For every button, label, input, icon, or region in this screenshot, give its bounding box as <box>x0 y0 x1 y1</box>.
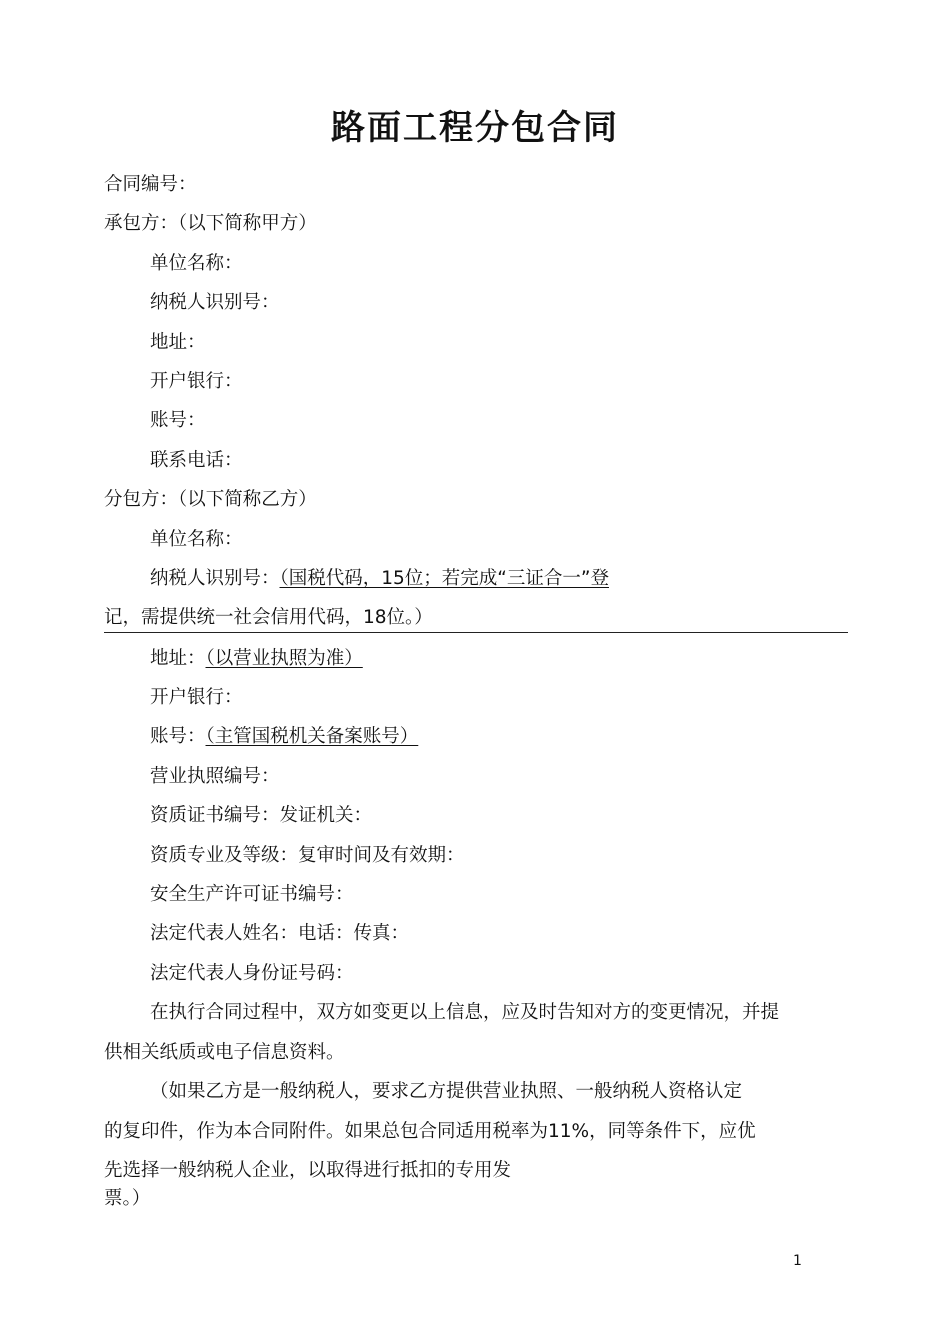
party-b-account-label: 账号： <box>150 726 206 747</box>
party-b-safety-license: 安全生产许可证书编号： <box>150 884 354 905</box>
party-a-unit-name: 单位名称： <box>150 253 243 274</box>
party-b-legal-rep: 法定代表人姓名：电话：传真： <box>150 923 410 944</box>
party-b-address-note: （以营业执照为准） <box>205 648 363 669</box>
party-b-tax-id-note-continued: 记，需提供统一社会信用代码，18位。） <box>104 607 433 628</box>
party-a-heading: 承包方：（以下简称甲方） <box>104 213 317 234</box>
page-number: 1 <box>793 1253 802 1269</box>
party-a-bank: 开户银行： <box>150 371 243 392</box>
party-b-legal-rep-id: 法定代表人身份证号码： <box>150 963 354 984</box>
party-b-tax-id-label: 纳税人识别号： <box>150 568 280 589</box>
party-a-account: 账号： <box>150 410 206 431</box>
paragraph-1-line-1: 在执行合同过程中，双方如变更以上信息，应及时告知对方的变更情况，并提 <box>150 1002 780 1023</box>
contract-number-label: 合同编号： <box>104 174 197 195</box>
party-b-heading: 分包方：（以下简称乙方） <box>104 489 317 510</box>
party-b-qualification-cert: 资质证书编号：发证机关： <box>150 805 373 826</box>
party-b-address <box>150 646 363 672</box>
document-title: 路面工程分包合同 <box>331 108 619 148</box>
party-b-unit-name: 单位名称： <box>150 529 243 550</box>
party-a-phone: 联系电话： <box>150 450 243 471</box>
paragraph-1-line-2: 供相关纸质或电子信息资料。 <box>104 1042 345 1063</box>
paragraph-2-line-4: 票。） <box>104 1188 151 1209</box>
paragraph-2-line-1: （如果乙方是一般纳税人，要求乙方提供营业执照、一般纳税人资格认定 <box>150 1081 743 1102</box>
party-b-tax-id <box>150 566 609 592</box>
party-b-account-note: （主管国税机关备案账号） <box>205 726 419 747</box>
party-b-tax-id-note: （国税代码，15位；若完成“三证合一”登 <box>279 568 609 589</box>
paragraph-2-line-2: 的复印件，作为本合同附件。如果总包合同适用税率为11%，同等条件下，应优 <box>104 1121 756 1142</box>
party-b-address-label: 地址： <box>150 648 206 669</box>
party-b-account <box>150 724 418 750</box>
paragraph-2-line-3: 先选择一般纳税人企业，以取得进行抵扣的专用发 <box>104 1160 512 1181</box>
divider-line <box>104 632 848 633</box>
party-a-tax-id: 纳税人识别号： <box>150 292 280 313</box>
party-b-qualification-level: 资质专业及等级：复审时间及有效期： <box>150 845 465 866</box>
party-a-address: 地址： <box>150 332 206 353</box>
party-b-license-no: 营业执照编号： <box>150 766 280 787</box>
party-b-bank: 开户银行： <box>150 687 243 708</box>
